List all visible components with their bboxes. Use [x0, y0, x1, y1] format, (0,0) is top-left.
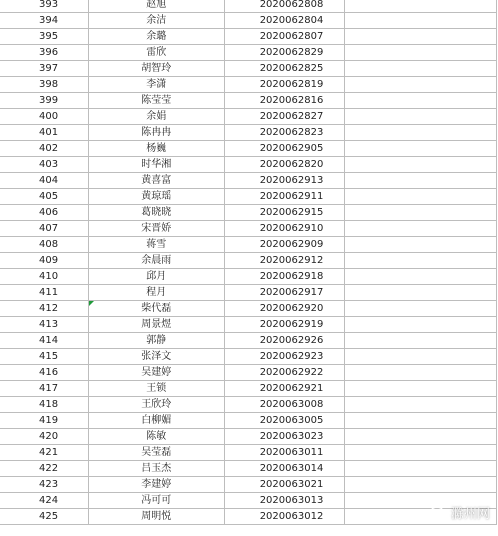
cell-name-text: 黄喜富	[141, 175, 172, 186]
cell-name-text: 余璐	[146, 31, 167, 42]
cell-empty[interactable]	[345, 0, 497, 13]
cell-student-id-text: 2020062913	[259, 175, 324, 186]
cell-name[interactable]	[88, 445, 224, 461]
table-row	[0, 173, 497, 189]
cell-student-id[interactable]	[224, 29, 345, 45]
cell-empty[interactable]	[345, 77, 497, 93]
cell-name[interactable]	[88, 13, 224, 29]
cell-number[interactable]	[0, 13, 88, 29]
cell-empty[interactable]	[345, 109, 497, 125]
cell-empty[interactable]	[345, 125, 497, 141]
table-row	[0, 333, 497, 349]
table-row	[0, 93, 497, 109]
cell-number[interactable]	[0, 285, 88, 301]
cell-name-text: 余洁	[146, 15, 167, 26]
cell-name-text: 雷欣	[146, 47, 167, 58]
cell-number-text: 406	[39, 207, 59, 218]
cell-empty[interactable]	[345, 253, 497, 269]
cell-empty[interactable]	[345, 157, 497, 173]
cell-number-text: 424	[39, 495, 59, 506]
table-row	[0, 237, 497, 253]
cell-name-text: 张泽文	[141, 351, 172, 362]
cell-student-id[interactable]	[224, 397, 345, 413]
cell-student-id[interactable]	[224, 173, 345, 189]
cell-student-id-text: 2020062919	[259, 319, 324, 330]
cell-number-text: 397	[39, 63, 59, 74]
cell-name[interactable]	[88, 0, 224, 13]
table-row	[0, 0, 497, 13]
cell-name[interactable]	[88, 205, 224, 221]
cell-student-id-text: 2020062910	[259, 223, 324, 234]
cell-name-text: 葛晓晓	[141, 207, 172, 218]
cell-number[interactable]	[0, 397, 88, 413]
table-row	[0, 397, 497, 413]
cell-name[interactable]	[88, 109, 224, 125]
cell-number[interactable]	[0, 477, 88, 493]
cell-name-text: 黄琼瑶	[141, 191, 172, 202]
cell-empty[interactable]	[345, 301, 497, 317]
table-row	[0, 189, 497, 205]
cell-student-id[interactable]	[224, 45, 345, 61]
cell-empty[interactable]	[345, 189, 497, 205]
cell-student-id[interactable]	[224, 413, 345, 429]
cell-number-text: 413	[39, 319, 59, 330]
cell-name-text: 蒋雪	[146, 239, 167, 250]
table-row	[0, 349, 497, 365]
table-row	[0, 141, 497, 157]
cell-student-id-text: 2020062918	[259, 271, 324, 282]
cell-student-id[interactable]	[224, 493, 345, 509]
cell-student-id-text: 2020063021	[259, 479, 324, 490]
cell-student-id-text: 2020063008	[259, 399, 324, 410]
cell-number-text: 398	[39, 79, 59, 90]
cell-name-text: 胡智玲	[141, 63, 172, 74]
cell-number[interactable]	[0, 301, 88, 317]
cell-name-text: 周明悦	[141, 511, 172, 522]
cell-number-text: 408	[39, 239, 59, 250]
watermark	[430, 503, 490, 522]
cell-number[interactable]	[0, 189, 88, 205]
cell-empty[interactable]	[345, 333, 497, 349]
cell-number[interactable]	[0, 269, 88, 285]
cell-name[interactable]	[88, 173, 224, 189]
table-row	[0, 125, 497, 141]
cell-name[interactable]	[88, 125, 224, 141]
cell-name[interactable]	[88, 397, 224, 413]
cell-name[interactable]	[88, 269, 224, 285]
cell-name[interactable]	[88, 333, 224, 349]
cell-student-id[interactable]	[224, 317, 345, 333]
cell-name[interactable]	[88, 285, 224, 301]
cell-name[interactable]	[88, 301, 224, 317]
cell-number-text: 395	[39, 31, 59, 42]
cell-number[interactable]	[0, 93, 88, 109]
cell-empty[interactable]	[345, 13, 497, 29]
cell-name[interactable]	[88, 93, 224, 109]
cell-number-text: 425	[39, 511, 59, 522]
cell-number-text: 399	[39, 95, 59, 106]
cell-name[interactable]	[88, 29, 224, 45]
cell-name[interactable]	[88, 493, 224, 509]
table-row	[0, 477, 497, 493]
table-row	[0, 109, 497, 125]
cell-name-text: 周景煜	[141, 319, 172, 330]
cell-name-text: 吴建婷	[141, 367, 172, 378]
cell-student-id-text: 2020062827	[259, 111, 324, 122]
cell-student-id[interactable]	[224, 189, 345, 205]
cell-number[interactable]	[0, 125, 88, 141]
cell-empty[interactable]	[345, 429, 497, 445]
cell-empty[interactable]	[345, 237, 497, 253]
cell-student-id-text: 2020062820	[259, 159, 324, 170]
cell-student-id-text: 2020062917	[259, 287, 324, 298]
cell-student-id[interactable]	[224, 61, 345, 77]
cell-number[interactable]	[0, 333, 88, 349]
cell-empty[interactable]	[345, 173, 497, 189]
cell-number-text: 416	[39, 367, 59, 378]
cell-empty[interactable]	[345, 269, 497, 285]
cell-name[interactable]	[88, 429, 224, 445]
cell-student-id-text: 2020062921	[259, 383, 324, 394]
cell-student-id[interactable]	[224, 0, 345, 13]
cell-number[interactable]	[0, 237, 88, 253]
cell-number-text: 414	[39, 335, 59, 346]
cell-name-text: 宋晋娇	[141, 223, 172, 234]
cell-number-text: 417	[39, 383, 59, 394]
cell-student-id-text: 2020062825	[259, 63, 324, 74]
cell-empty[interactable]	[345, 317, 497, 333]
cell-student-id[interactable]	[224, 445, 345, 461]
cell-student-id[interactable]	[224, 221, 345, 237]
cell-name-text: 陈冉冉	[141, 127, 172, 138]
cell-name-text: 王锁	[146, 383, 167, 394]
cell-name-text: 白柳媚	[141, 415, 172, 426]
table-row	[0, 61, 497, 77]
cell-student-id-text: 2020063012	[259, 511, 324, 522]
wechat-icon	[430, 506, 448, 520]
cell-student-id-text: 2020062819	[259, 79, 324, 90]
table-row	[0, 317, 497, 333]
cell-student-id-text: 2020062807	[259, 31, 324, 42]
table-row	[0, 13, 497, 29]
cell-number-text: 409	[39, 255, 59, 266]
cell-name-text: 李潇	[146, 79, 167, 90]
cell-name[interactable]	[88, 141, 224, 157]
cell-name[interactable]	[88, 237, 224, 253]
cell-number-text: 421	[39, 447, 59, 458]
cell-number-text: 405	[39, 191, 59, 202]
cell-name[interactable]	[88, 349, 224, 365]
cell-name-text: 吕玉杰	[141, 463, 172, 474]
cell-student-id[interactable]	[224, 509, 345, 525]
cell-number-text: 410	[39, 271, 59, 282]
cell-name[interactable]	[88, 77, 224, 93]
cell-number-text: 423	[39, 479, 59, 490]
cell-number-text: 419	[39, 415, 59, 426]
cell-name-text: 陈莹莹	[141, 95, 172, 106]
cell-number[interactable]	[0, 0, 88, 13]
cell-empty[interactable]	[345, 365, 497, 381]
cell-number-text: 402	[39, 143, 59, 154]
cell-student-id-text: 2020062816	[259, 95, 324, 106]
cell-number[interactable]	[0, 61, 88, 77]
cell-name[interactable]	[88, 317, 224, 333]
cell-number[interactable]	[0, 509, 88, 525]
cell-number[interactable]	[0, 349, 88, 365]
cell-name-text: 冯可可	[141, 495, 172, 506]
cell-empty[interactable]	[345, 205, 497, 221]
cell-number[interactable]	[0, 381, 88, 397]
comment-flag-icon	[89, 301, 94, 306]
cell-number[interactable]	[0, 429, 88, 445]
cell-name[interactable]	[88, 477, 224, 493]
cell-student-id-text: 2020062923	[259, 351, 324, 362]
cell-number[interactable]	[0, 461, 88, 477]
cell-student-id-text: 2020062905	[259, 143, 324, 154]
cell-number[interactable]	[0, 317, 88, 333]
cell-student-id[interactable]	[224, 349, 345, 365]
cell-number[interactable]	[0, 157, 88, 173]
cell-student-id[interactable]	[224, 365, 345, 381]
cell-student-id-text: 2020062912	[259, 255, 324, 266]
cell-student-id-text: 2020063011	[259, 447, 324, 458]
cell-student-id[interactable]	[224, 477, 345, 493]
cell-number-text: 404	[39, 175, 59, 186]
cell-number-text: 403	[39, 159, 59, 170]
cell-number[interactable]	[0, 109, 88, 125]
cell-empty[interactable]	[345, 29, 497, 45]
table-row	[0, 493, 497, 509]
cell-student-id-text: 2020062915	[259, 207, 324, 218]
cell-number[interactable]	[0, 173, 88, 189]
cell-student-id[interactable]	[224, 93, 345, 109]
cell-number[interactable]	[0, 445, 88, 461]
cell-name[interactable]	[88, 381, 224, 397]
table-row	[0, 29, 497, 45]
cell-student-id[interactable]	[224, 381, 345, 397]
cell-name-text: 时华湘	[141, 159, 172, 170]
cell-empty[interactable]	[345, 141, 497, 157]
cell-number[interactable]	[0, 141, 88, 157]
table-row	[0, 157, 497, 173]
cell-student-id[interactable]	[224, 429, 345, 445]
cell-empty[interactable]	[345, 221, 497, 237]
cell-student-id[interactable]	[224, 109, 345, 125]
cell-student-id[interactable]	[224, 461, 345, 477]
cell-number[interactable]	[0, 205, 88, 221]
cell-name-text: 邱月	[146, 271, 167, 282]
cell-name[interactable]	[88, 413, 224, 429]
cell-number[interactable]	[0, 365, 88, 381]
cell-number[interactable]	[0, 493, 88, 509]
cell-name-text: 余晨雨	[141, 255, 172, 266]
cell-number-text: 401	[39, 127, 59, 138]
table-row	[0, 285, 497, 301]
cell-number[interactable]	[0, 413, 88, 429]
cell-student-id-text: 2020062823	[259, 127, 324, 138]
cell-student-id[interactable]	[224, 253, 345, 269]
cell-number-text: 407	[39, 223, 59, 234]
table-row	[0, 381, 497, 397]
cell-student-id[interactable]	[224, 269, 345, 285]
cell-student-id[interactable]	[224, 285, 345, 301]
cell-number[interactable]	[0, 29, 88, 45]
table-row	[0, 221, 497, 237]
cell-number-text: 420	[39, 431, 59, 442]
cell-name[interactable]	[88, 189, 224, 205]
cell-number-text: 394	[39, 15, 59, 26]
cell-name-text: 陈敏	[146, 431, 167, 442]
table-row	[0, 429, 497, 445]
table-row	[0, 205, 497, 221]
cell-number-text: 393	[39, 0, 59, 10]
cell-empty[interactable]	[345, 61, 497, 77]
cell-name[interactable]	[88, 221, 224, 237]
watermark-text: 滁州网	[450, 507, 490, 522]
table-row	[0, 509, 497, 525]
cell-name[interactable]	[88, 253, 224, 269]
cell-name-text: 王欣玲	[141, 399, 172, 410]
cell-name[interactable]	[88, 157, 224, 173]
cell-name[interactable]	[88, 509, 224, 525]
table-row	[0, 77, 497, 93]
cell-empty[interactable]	[345, 445, 497, 461]
cell-student-id[interactable]	[224, 301, 345, 317]
cell-student-id-text: 2020062911	[259, 191, 324, 202]
cell-number-text: 400	[39, 111, 59, 122]
cell-number[interactable]	[0, 77, 88, 93]
table-row	[0, 445, 497, 461]
cell-name-text: 程月	[146, 287, 167, 298]
table-row	[0, 301, 497, 317]
cell-empty[interactable]	[345, 413, 497, 429]
cell-student-id-text: 2020063013	[259, 495, 324, 506]
table-row	[0, 461, 497, 477]
table-row	[0, 45, 497, 61]
cell-number-text: 418	[39, 399, 59, 410]
cell-name[interactable]	[88, 365, 224, 381]
cell-number-text: 411	[39, 287, 59, 298]
cell-student-id-text: 2020062926	[259, 335, 324, 346]
cell-name[interactable]	[88, 461, 224, 477]
cell-empty[interactable]	[345, 397, 497, 413]
cell-student-id-text: 2020062920	[259, 303, 324, 314]
cell-number[interactable]	[0, 45, 88, 61]
table-row	[0, 365, 497, 381]
cell-student-id[interactable]	[224, 77, 345, 93]
cell-number[interactable]	[0, 253, 88, 269]
cell-name[interactable]	[88, 61, 224, 77]
cell-number-text: 396	[39, 47, 59, 58]
cell-student-id[interactable]	[224, 125, 345, 141]
cell-student-id[interactable]	[224, 13, 345, 29]
cell-student-id-text: 2020062804	[259, 15, 324, 26]
cell-empty[interactable]	[345, 349, 497, 365]
cell-name-text: 李建婷	[141, 479, 172, 490]
cell-empty[interactable]	[345, 477, 497, 493]
cell-number[interactable]	[0, 221, 88, 237]
table-row	[0, 269, 497, 285]
cell-number-text: 415	[39, 351, 59, 362]
cell-name-text: 余娟	[146, 111, 167, 122]
cell-name-text: 柴代磊	[141, 303, 172, 314]
cell-student-id-text: 2020063023	[259, 431, 324, 442]
table-row	[0, 253, 497, 269]
cell-empty[interactable]	[345, 93, 497, 109]
cell-empty[interactable]	[345, 461, 497, 477]
cell-name-text: 郭静	[146, 335, 167, 346]
cell-student-id-text: 2020063014	[259, 463, 324, 474]
cell-student-id[interactable]	[224, 157, 345, 173]
cell-name-text: 杨巍	[146, 143, 167, 154]
cell-name-text: 赵旭	[146, 0, 167, 10]
cell-student-id[interactable]	[224, 333, 345, 349]
cell-student-id[interactable]	[224, 141, 345, 157]
cell-name-text: 吴莹磊	[141, 447, 172, 458]
cell-student-id-text: 2020063005	[259, 415, 324, 426]
cell-student-id-text: 2020062922	[259, 367, 324, 378]
cell-empty[interactable]	[345, 381, 497, 397]
table-row	[0, 413, 497, 429]
cell-empty[interactable]	[345, 285, 497, 301]
cell-student-id[interactable]	[224, 205, 345, 221]
cell-empty[interactable]	[345, 45, 497, 61]
cell-student-id[interactable]	[224, 237, 345, 253]
cell-number-text: 422	[39, 463, 59, 474]
cell-student-id-text: 2020062829	[259, 47, 324, 58]
cell-student-id-text: 2020062909	[259, 239, 324, 250]
cell-student-id-text: 2020062808	[259, 0, 324, 10]
cell-name[interactable]	[88, 45, 224, 61]
cell-number-text: 412	[39, 303, 59, 314]
